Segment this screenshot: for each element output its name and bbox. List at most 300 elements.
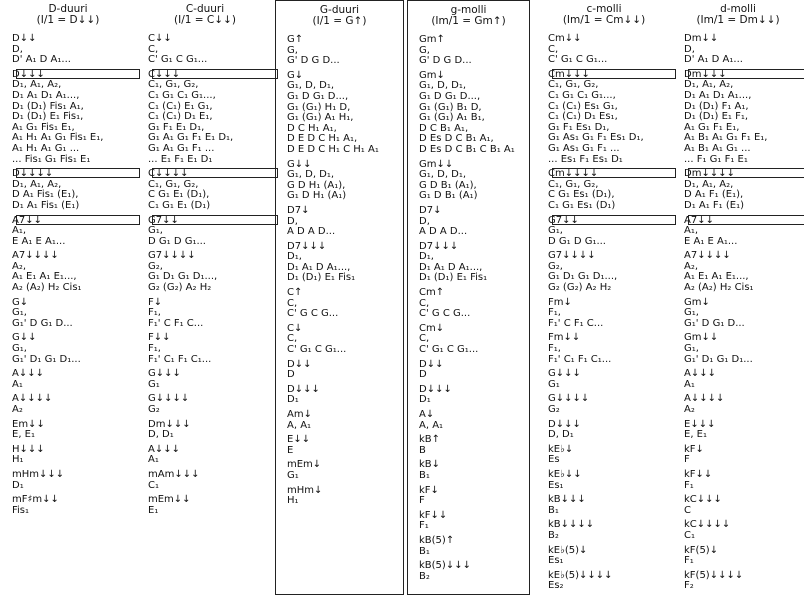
chord-symbol: Cm↓↓ [548,33,582,44]
chord-symbol: kC↓↓↓ [684,494,722,506]
column-d-duuri [0,0,136,595]
chord-block [148,216,274,248]
chord-symbol: Dm↓↓ [684,33,719,44]
bass-line: G₁ A₁ G₁ F₁ ... [148,142,215,154]
chord-symbol: D7↓ [287,204,310,216]
chord-block [684,420,804,441]
chord-frame [552,168,676,178]
chord-symbol: G↓↓↓↓ [548,393,590,405]
chord-symbol: mAm↓↓↓ [148,468,200,480]
chord-symbol: Cm↓↓↓↓ [548,168,599,180]
chord-block [148,394,274,415]
bass-line: Es₁ [548,555,564,567]
column-header [408,5,529,27]
bass-line: B₂ [419,570,430,582]
chord-symbol: G↓↓↓ [548,368,581,380]
bass-line: E, E₁ [684,429,708,441]
chord-list [408,35,529,582]
chord-symbol: D↓↓ [419,358,444,370]
chord-symbol: kF↓↓ [419,509,448,521]
chord-symbol: Gm↓↓ [684,332,719,344]
bass-line: A₁ E₁ A₁ E₁..., [684,271,749,283]
bass-line: F [684,454,690,466]
bass-line: D₁ [419,394,431,406]
bass-line: C' G₁ C G₁... [548,54,608,66]
chord-symbol: A7↓↓ [12,214,42,226]
chord-symbol: kB(5)↓↓↓ [419,560,471,572]
bass-line: D G₁ D G₁... [548,235,606,247]
chord-block [148,470,274,491]
chord-block [148,445,274,466]
chord-block [12,495,136,516]
bass-line: D₁, [419,251,434,263]
chord-block [12,298,136,330]
chord-block [419,385,529,406]
bass-line: G₁' D G₁ D... [12,317,73,329]
bass-line: G, [287,44,298,56]
chord-frame [16,69,140,79]
bass-line: H₁ [287,495,299,507]
bass-line: B₁ [548,504,559,516]
chord-symbol: A7↓↓↓↓ [12,250,59,262]
column-c-molli [536,0,672,595]
bass-line: D [419,369,427,381]
chord-block [419,35,529,67]
bass-line: G₂ [548,404,560,415]
bass-line: D, [12,43,23,55]
chord-block [148,251,274,293]
chord-symbol: G↓↓↓ [148,368,181,380]
chord-block [419,206,529,238]
bass-line: F₁ [684,479,694,491]
chord-symbol: G↓ [287,69,304,81]
chord-symbol: D7↓ [419,204,442,216]
bass-line: G₁, D, D₁, [419,169,467,181]
chord-frame [552,69,676,79]
chord-symbol: mF♯m↓↓ [12,494,59,506]
bass-line: F₂ [684,580,694,592]
chord-block [287,385,403,406]
bass-line: G₁' D₁ G₁ D₁... [684,353,753,365]
key-title: d-molli [720,3,756,15]
bass-line: G₂, [548,260,563,272]
bass-line: A D A D... [419,226,468,238]
bass-line: C₁, G₁, G₂, [148,79,199,91]
chord-symbol: G7↓↓ [548,214,579,226]
bass-line: A₂ (A₂) H₂ Cis₁ [12,282,82,294]
bass-line: E [287,444,294,456]
chord-symbol: mHm↓ [287,484,323,496]
bass-line: A₂ [12,404,23,415]
bass-line: Es₂ [548,580,564,592]
chord-block [548,445,672,466]
chord-symbol: Gm↓ [419,69,445,81]
chord-symbol: G↓↓ [287,158,312,170]
chord-block [684,394,804,415]
bass-line: D₁, A₁, A₂, [12,178,62,190]
bass-line: A, A₁ [287,419,312,431]
chord-frame [152,215,278,225]
chord-block [419,360,529,381]
bass-line: A₂, [12,260,27,272]
chord-symbol: Em↓↓ [12,418,45,430]
chord-symbol: Dm↓↓↓ [148,418,191,430]
bass-line: A₁, [12,225,27,237]
chord-symbol: D7↓↓↓ [287,240,327,252]
chord-block [12,169,136,211]
chord-symbol: G↑ [287,34,304,45]
bass-line: Es [548,454,560,466]
chord-block [548,333,672,365]
chord-block [548,169,672,211]
chord-block [548,546,672,567]
bass-line: D₁ A₁ Fis₁ (E₁) [12,199,80,211]
bass-line: G, [419,44,430,56]
chord-block [12,251,136,293]
bass-line: C G₁ E₁ (D₁), [148,189,210,201]
chord-block [548,420,672,441]
chord-block [287,288,403,320]
bass-line: D₁ A₁ F₁ (E₁) [684,199,744,211]
chord-block [684,169,804,211]
chord-symbol: G↓↓ [12,332,37,344]
column-d-molli [672,0,804,595]
chord-symbol: kE♭↓↓ [548,468,582,480]
chord-block [419,288,529,320]
bass-line: C, [287,297,298,309]
chord-symbol: kC↓↓↓↓ [684,519,731,531]
column-header [672,4,804,26]
bass-line: C₁ G₁ C₁ G₁..., [148,89,216,101]
chord-frame [16,215,140,225]
chord-block [419,460,529,481]
bass-line: A₁ E₁ A₁ E₁..., [12,271,77,283]
chord-symbol: Dm↓↓↓↓ [684,168,735,180]
column-header [536,4,672,26]
chord-block [548,298,672,330]
bass-line: D₁, A₁, A₂, [12,79,62,91]
column-c-duuri [136,0,274,595]
chord-symbol: Cm↑ [419,287,445,299]
bass-line: C₁, G₁, G₂, [548,178,599,190]
bass-line: G₁ D G₁ D..., [419,90,481,102]
chord-symbol: C↓↓↓↓ [148,168,189,180]
chord-block [419,561,529,582]
bass-line: F₁, [148,307,161,319]
chord-block [12,470,136,491]
bass-line: G₂ (G₂) A₂ H₂ [148,282,212,294]
chord-symbol: C↑ [287,287,303,299]
bass-line: D₁ (D₁) E₁ Fis₁ [287,272,356,284]
bass-line: F₁ [684,555,694,567]
bass-line: D₁ (D₁) E₁ Fis₁, [12,111,84,123]
bass-line: D [287,369,295,381]
bass-line: G₁, D, D₁, [287,80,335,92]
bass-line: F₁ [419,520,429,532]
bass-line: A₂ [684,404,695,415]
bass-line: F₁, [148,343,161,355]
chord-symbol: kE♭(5)↓ [548,544,588,556]
chord-block [287,324,403,356]
chord-block [419,71,529,156]
bass-line: G' D G D... [419,55,472,67]
bass-line: G₁' D₁ G₁ D₁... [12,353,81,365]
bass-line: D₁ A₁ D₁ A₁..., [12,89,80,101]
chord-block [287,71,403,156]
chord-symbol: H↓↓↓ [12,443,45,455]
chord-symbol: D↓↓↓↓ [12,168,54,180]
key-subtitle: (Im/1 = Cm↓↓) [562,14,646,26]
chord-symbol: A7↓↓ [684,214,714,226]
chord-symbol: kB↓ [419,459,441,471]
bass-line: B₁ [419,469,430,481]
bass-line: H₁ [12,454,24,466]
chord-symbol: E↓↓ [287,434,311,446]
bass-line: D₁ [12,479,24,491]
bass-line: D G₁ D G₁... [148,235,206,247]
bass-line: A₁ B₁ A₁ G₁ ... [684,142,751,154]
chord-block [419,324,529,356]
bass-line: D Es D C B₁ C B₁ A₁ [419,143,515,155]
chord-frame [688,168,804,178]
chord-symbol: Gm↓ [684,296,710,308]
chord-block [684,216,804,248]
bass-line: E₁ [148,504,159,516]
bass-line: A₁ [148,454,159,466]
bass-line: G₂ (G₂) A₂ H₂ [548,282,612,294]
chord-symbol: F↓ [148,296,163,308]
bass-line: A₁ G₁ Fis₁ E₁, [12,121,75,133]
bass-line: C G₁ Es₁ (D₁), [548,189,615,201]
chord-block [684,251,804,293]
chord-symbol: C↓↓↓ [148,68,181,80]
bass-line: G₁, D, D₁, [287,169,335,181]
bass-line: F [419,495,425,507]
bass-line: F₁' C₁ F₁ C₁... [148,353,212,365]
bass-line: Fis₁ [12,504,30,516]
chord-block [684,445,804,466]
key-subtitle: (I/1 = G↑) [312,15,367,27]
chord-block [12,369,136,390]
chord-symbol: A↓ [419,409,435,420]
chord-block [287,160,403,202]
chord-symbol: kB↓↓↓ [548,494,586,506]
chord-block [148,333,274,365]
chord-symbol: A↓↓↓↓ [12,393,53,405]
bass-line: D₁, [287,251,302,263]
chord-frame [152,69,278,79]
column-g-duuri [275,0,404,595]
bass-line: G D H₁ (A₁), [287,179,346,191]
chord-block [684,369,804,390]
bass-line: E, E₁ [12,429,36,441]
chord-symbol: kB↑ [419,434,441,446]
chord-list [276,35,403,507]
chord-symbol: D7↓↓↓ [419,240,459,252]
bass-line: A₂ (A₂) H₂ Cis₁ [684,282,754,294]
bass-line: B [419,444,426,456]
bass-line: B₂ [548,529,559,541]
chord-block [148,169,274,211]
bass-line: G₁ D G₁ D..., [287,90,349,102]
bass-line: D₁ A₁ D₁ A₁..., [684,89,752,101]
chord-block [287,360,403,381]
chord-block [548,251,672,293]
chord-symbol: D↓↓↓ [548,418,581,430]
bass-line: C₁ (C₁) D₁ E₁, [148,111,213,123]
key-title: g-molli [450,4,487,16]
bass-line: D A₁ F₁ (E₁), [684,189,744,201]
bass-line: ... E₁ F₁ E₁ D₁ [148,153,213,165]
bass-line: A₁ B₁ A₁ G₁ F₁ E₁, [684,132,768,144]
chord-frame [552,215,676,225]
bass-line: G₁ F₁ E₁ D₁, [148,121,205,133]
bass-line: G₁ D₁ G₁ D₁..., [148,271,218,283]
chord-block [684,546,804,567]
bass-line: A₁ [12,378,23,390]
column-header [0,4,136,26]
chord-block [12,333,136,365]
chord-block [548,394,672,415]
chord-block [548,520,672,541]
bass-line: G₁, [548,225,563,237]
chord-symbol: G7↓↓↓↓ [548,250,596,262]
bass-line: C' G₁ C G₁... [287,344,347,356]
chord-symbol: Gm↓↓ [419,158,454,170]
bass-line: D' A₁ D A₁... [684,54,743,66]
bass-line: F₁' C F₁ C... [148,317,204,329]
bass-line: A₂, [684,260,699,272]
chord-symbol: A↓↓↓ [148,443,180,455]
bass-line: D, D₁ [548,429,574,441]
bass-line: G₁, [12,307,27,319]
bass-line: D₁ A₁ D A₁..., [419,261,483,273]
chord-block [419,486,529,507]
chord-block [148,369,274,390]
bass-line: ... Fis₁ G₁ Fis₁ E₁ [12,153,91,165]
bass-line: D Es D C B₁ A₁, [419,133,494,145]
chord-block [684,70,804,165]
bass-line: G₁ [548,378,560,390]
chord-symbol: kB↓↓↓↓ [548,519,595,531]
bass-line: C₁ [684,529,695,541]
chord-symbol: D↓↓ [287,358,312,370]
key-title: c-molli [586,3,622,15]
bass-line: D A₁ Fis₁ (E₁), [12,189,79,201]
chord-list [0,34,136,516]
chord-block [419,160,529,202]
bass-line: D₁ A₁ D A₁..., [287,261,351,273]
bass-line: D, [287,215,298,227]
chord-frame [152,168,278,178]
bass-line: C, [287,333,298,345]
bass-line: A₁ G₁ F₁ E₁, [684,121,740,133]
chord-symbol: kE♭↓ [548,443,574,455]
bass-line: C, [419,297,430,309]
chord-block [12,394,136,415]
bass-line: C, [548,43,559,55]
chord-block [148,298,274,330]
bass-line: C' G₁ C G₁... [419,344,479,356]
bass-line: G₁, [684,307,699,319]
bass-line: D, D₁ [148,429,174,441]
bass-line: C' G C G... [419,308,471,320]
bass-line: G₁ [148,378,160,390]
key-subtitle: (I/1 = D↓↓) [36,14,100,26]
chord-block [419,410,529,431]
chord-block [419,536,529,557]
chord-symbol: A7↓↓↓↓ [684,250,731,262]
chord-symbol: Fm↓↓ [548,332,581,344]
key-title: C-duuri [185,3,225,15]
bass-line: A₁, [684,225,699,237]
bass-line: B₁ [419,545,430,557]
bass-line: G' D G D... [287,55,340,67]
chord-symbol: Gm↑ [419,34,445,45]
bass-line: A₁ H₁ A₁ G₁ Fis₁ E₁, [12,132,104,144]
bass-line: D E D C H₁ C H₁ A₁ [287,143,379,155]
chord-list [136,34,274,516]
bass-line: G₁ D B₁ (A₁) [419,190,478,202]
chord-block [287,242,403,284]
key-subtitle: (Im/1 = Gm↑) [431,15,506,27]
chord-block [548,369,672,390]
bass-line: D' A₁ D A₁... [12,54,71,66]
chord-symbol: C↓ [287,322,303,334]
chord-block [548,216,672,248]
chord-block [684,298,804,330]
chord-block [548,495,672,516]
chord-block [287,435,403,456]
chord-block [287,486,403,507]
key-subtitle: (I/1 = C↓↓) [174,14,236,26]
bass-line: C₁ [148,479,159,491]
chord-symbol: D↓↓↓ [12,68,45,80]
chord-symbol: D↓↓↓ [287,383,320,395]
chord-symbol: A↓↓↓↓ [684,393,725,405]
chord-block [287,206,403,238]
chord-block [148,70,274,165]
chord-list [672,34,804,592]
chord-symbol: Cm↓↓↓ [548,68,590,80]
bass-line: G₁, [148,225,163,237]
bass-line: D₁ (D₁) F₁ A₁, [684,100,749,112]
bass-line: G₁ As₁ G₁ F₁ ... [548,142,620,154]
chord-symbol: D↓↓ [12,33,37,44]
bass-line: E A₁ E A₁... [684,235,738,247]
chord-symbol: Fm↓ [548,296,572,308]
chord-symbol: G↓↓↓↓ [148,393,190,405]
chord-block [287,460,403,481]
bass-line: G₂ [148,404,160,415]
bass-line: C₁ G₁ E₁ (D₁) [148,199,211,211]
chord-block [12,420,136,441]
bass-line: D₁ (D₁) E₁ F₁, [684,111,749,123]
bass-line: F₁, [548,307,561,319]
chord-block [148,34,274,66]
bass-line: G₁, [12,343,27,355]
bass-line: C₁, G₁, G₂, [548,79,599,91]
bass-line: C₁ (C₁) D₁ Es₁, [548,111,618,123]
bass-line: ... Es₁ F₁ Es₁ D₁ [548,153,623,165]
chord-symbol: C↓↓ [148,33,172,44]
chord-block [419,435,529,456]
chord-symbol: kF↓↓ [684,468,713,480]
chord-symbol: kB(5)↑ [419,534,455,546]
chord-symbol: kF↓ [684,443,704,455]
bass-line: D₁, A₁, A₂, [684,178,734,190]
chord-frame [16,168,140,178]
